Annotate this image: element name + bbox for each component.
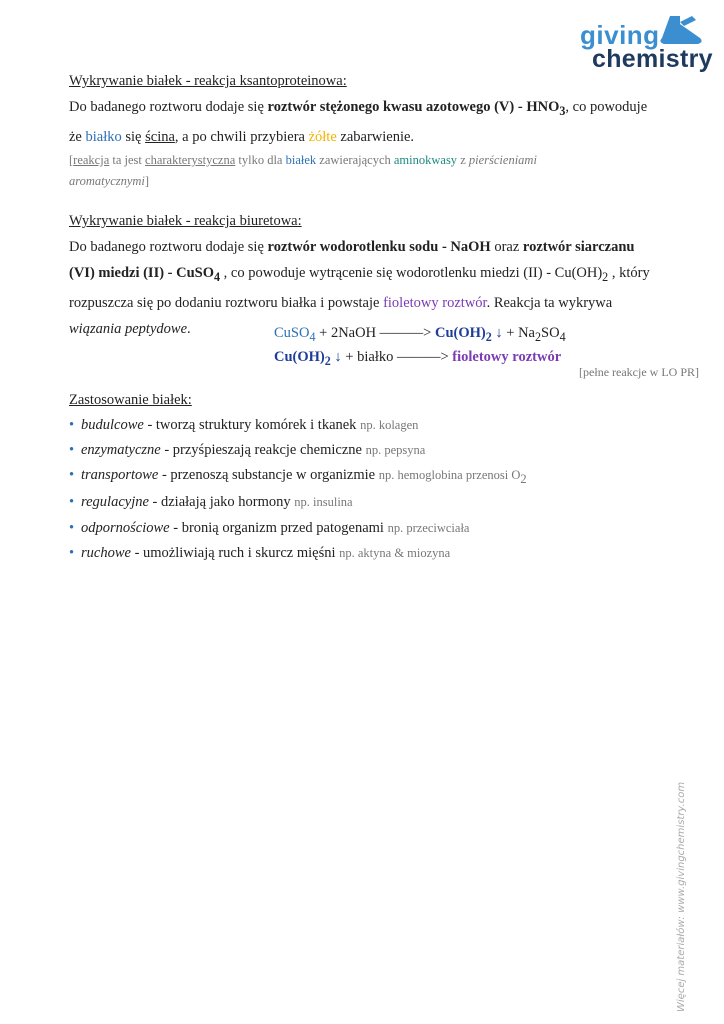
text: , co powoduje wytrącenie się wodorotlenku miedzi (II) - Cu(OH) xyxy=(220,265,603,281)
bracket: [ xyxy=(69,152,74,167)
note-text: z xyxy=(457,152,469,167)
subscript: 4 xyxy=(309,329,316,344)
example: np. pepsyna xyxy=(365,443,426,458)
note-word: charakterystyczna xyxy=(145,152,236,167)
example: np. aktyna & miozyna xyxy=(339,545,451,560)
subscript: 4 xyxy=(214,269,221,284)
section-zastosowanie xyxy=(69,387,709,566)
subscript: 2 xyxy=(520,472,527,487)
desc: - przyśpieszają reakcje chemiczne xyxy=(160,442,366,459)
text: się xyxy=(121,128,146,145)
note-bialek: białek xyxy=(285,152,317,167)
example: np. przeciwciała xyxy=(387,520,470,535)
text: Do badanego roztworu dodaje się xyxy=(69,239,268,255)
list-item xyxy=(69,541,709,566)
desc: - przenoszą substancje w organizmie xyxy=(158,467,379,484)
paragraph-line xyxy=(69,260,709,290)
uses-list xyxy=(69,413,709,566)
list-item xyxy=(69,516,709,541)
text: , a po chwili przybiera xyxy=(174,128,309,145)
list-item xyxy=(69,490,709,515)
flask-icon xyxy=(656,12,712,46)
text: zabarwienie. xyxy=(336,128,415,145)
desc: - działają jako hormony xyxy=(148,494,295,511)
keyword-zolte: żółte xyxy=(308,128,337,145)
down-arrow: ↓ xyxy=(330,349,342,365)
down-arrow: ↓ xyxy=(491,325,503,341)
subscript: 2 xyxy=(602,269,609,284)
term: ruchowe xyxy=(81,544,131,561)
text: rozpuszcza się po dodaniu roztworu białka i powstaje xyxy=(69,294,384,311)
section-heading: Zastosowanie białek: xyxy=(69,392,192,408)
reagent: roztwór siarczanu xyxy=(522,239,635,255)
text: , który xyxy=(608,265,650,281)
formula: Cu(OH) xyxy=(274,349,325,365)
note-italic: pierścieniami xyxy=(468,152,537,167)
section-heading: Wykrywanie białek - reakcja biuretowa: xyxy=(69,213,302,229)
section-heading: Wykrywanie białek - reakcja ksantoproteinowa: xyxy=(69,73,347,89)
subscript: 2 xyxy=(535,329,542,344)
list-item xyxy=(69,438,709,463)
list-item xyxy=(69,463,709,490)
reagent: roztwór wodorotlenku sodu - NaOH xyxy=(267,239,491,255)
formula: + białko ———> xyxy=(341,349,453,365)
formula: + 2NaOH ———> xyxy=(315,325,435,341)
formula-product: fioletowy roztwór xyxy=(452,349,562,365)
side-footer: Więcej materiałów: www.givingchemistry.com xyxy=(676,781,687,1012)
note-text: tylko dla xyxy=(235,152,286,167)
term: odpornościowe xyxy=(81,519,170,536)
term: budulcowe xyxy=(81,417,144,433)
subscript: 3 xyxy=(559,103,566,118)
bracket: ] xyxy=(144,173,150,188)
note-italic: aromatycznymi xyxy=(69,173,145,188)
note xyxy=(69,150,709,192)
paragraph-line xyxy=(69,124,709,150)
term: enzymatyczne xyxy=(81,442,161,459)
text: Do badanego roztworu dodaje się xyxy=(69,99,268,115)
subscript: 2 xyxy=(485,329,492,344)
list-item xyxy=(69,413,709,438)
example: np. insulina xyxy=(294,495,353,510)
text: że xyxy=(69,128,86,145)
section-ksantoproteinowa xyxy=(69,68,709,192)
formula: CuSO xyxy=(274,325,310,341)
formula: + Na xyxy=(502,325,535,341)
keyword-fioletowy: fioletowy roztwór xyxy=(383,294,487,311)
text: , co powoduje xyxy=(565,99,648,115)
text: oraz xyxy=(490,239,523,255)
paragraph-line xyxy=(69,290,709,316)
desc: - umożliwiają ruch i skurcz mięśni xyxy=(130,544,340,561)
subscript: 4 xyxy=(559,329,566,344)
example: np. kolagen xyxy=(360,418,419,432)
note-text: zawierających xyxy=(316,152,394,167)
text: . xyxy=(187,320,191,337)
equation-2 xyxy=(274,345,561,373)
note-aminokwasy: aminokwasy xyxy=(393,152,458,167)
note-word: reakcja xyxy=(73,152,110,167)
term: regulacyjne xyxy=(81,494,149,511)
keyword-bialko: białko xyxy=(85,128,122,145)
note-text: ta jest xyxy=(109,152,146,167)
subscript: 2 xyxy=(324,353,331,368)
formula: Cu(OH) xyxy=(434,325,486,341)
example: np. hemoglobina przenosi O xyxy=(378,468,521,483)
keyword-peptydowe: wiązania peptydowe xyxy=(69,320,188,337)
logo xyxy=(580,12,720,74)
reagent: roztwór stężonego kwasu azotowego (V) - HNO xyxy=(267,99,560,115)
reference-note: [pełne reakcje w LO PR] xyxy=(579,365,699,379)
keyword-scina: ścina xyxy=(145,128,175,145)
term: transportowe xyxy=(81,467,159,484)
formula: SO xyxy=(541,325,560,341)
paragraph-line xyxy=(69,234,709,260)
reagent: (VI) miedzi (II) - CuSO xyxy=(69,265,214,281)
text: . Reakcja ta wykrywa xyxy=(486,294,613,311)
desc: - tworzą struktury komórek i tkanek xyxy=(143,417,361,433)
paragraph-line xyxy=(69,94,709,124)
logo-line1: giving xyxy=(580,20,660,50)
desc: - bronią organizm przed patogenami xyxy=(169,519,388,536)
logo-line2: chemistry xyxy=(592,45,713,73)
